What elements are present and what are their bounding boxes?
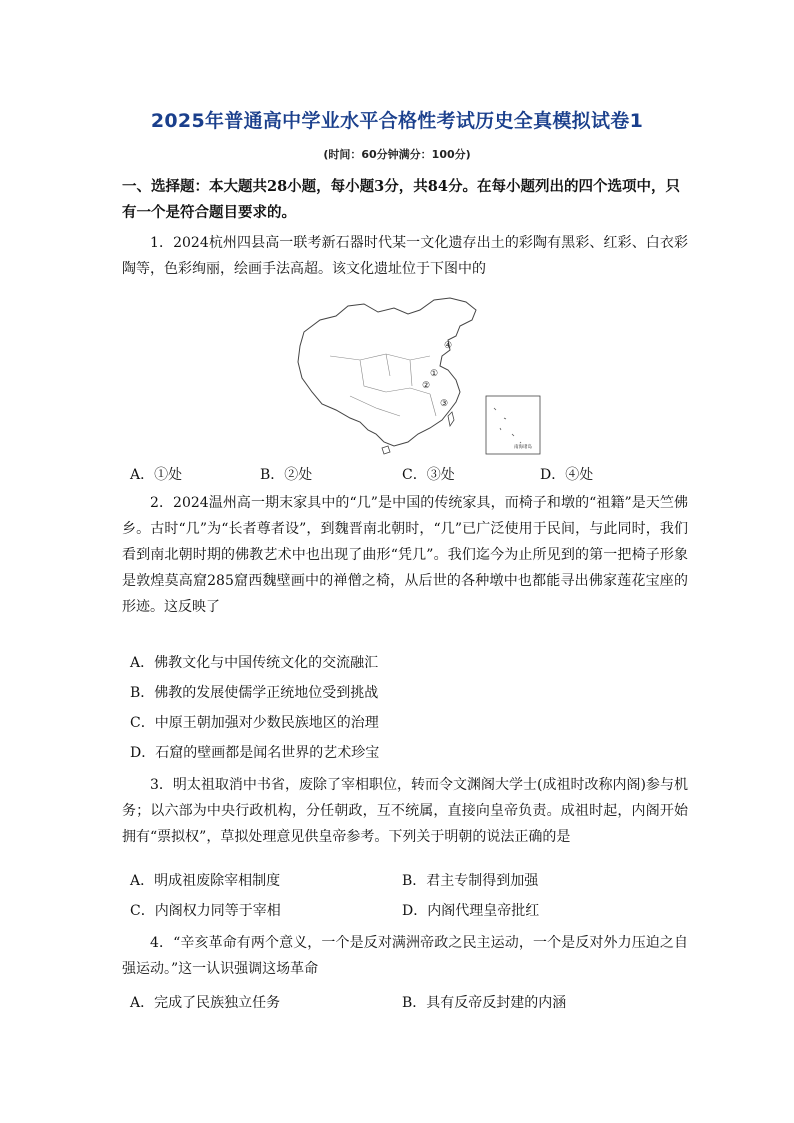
question-2-stem: 2．2024温州高一期末家具中的“几”是中国的传统家具，而椅子和墩的“祖籍”是天竺佛乡。古时“几”为“长者尊者设”，到魏晋南北朝时，“几”已广泛使用于民间，与此同时，我们看到南北朝时期的佛教艺术中也出现了曲形“凭几”。我们迄今为止所见到的第一把椅子形象是敦煌莫高窟285窟西魏壁画中的禅僧之椅，从后世的各种墩中也都能寻出佛家莲花宝座的形迹。这反映了: [122, 495, 688, 615]
q1-option-c: C．③处: [402, 467, 455, 483]
q1-option-b: B．②处: [260, 467, 313, 483]
china-map: [290, 296, 556, 456]
q2-option-c: C．中原王朝加强对少数民族地区的治理: [130, 715, 379, 731]
q3-option-d: D．内阁代理皇帝批红: [402, 903, 540, 919]
map-label-3: ③: [440, 399, 449, 409]
q2-option-d: D．石窟的壁画都是闻名世界的艺术珍宝: [130, 745, 380, 761]
q2-option-a: A．佛教文化与中国传统文化的交流融汇: [130, 655, 379, 671]
map-label-1: ①: [430, 369, 439, 379]
q3-option-c: C．内阁权力同等于宰相: [130, 903, 281, 919]
q3-option-a: A．明成祖废除宰相制度: [130, 873, 281, 889]
hainan-island: [382, 446, 390, 454]
map-label-south-sea: 南海诸岛: [514, 445, 532, 450]
question-1-stem: 1．2024杭州四县高一联考新石器时代某一文化遗存出土的彩陶有黑彩、红彩、白衣彩陶等，色彩绚丽，绘画手法高超。该文化遗址位于下图中的: [122, 235, 688, 277]
section-heading: 一、选择题：本大题共28小题，每小题3分，共84分。在每小题列出的四个选项中，只有一个是符合题目要求的。: [122, 178, 680, 221]
q4-option-a: A．完成了民族独立任务: [130, 995, 281, 1011]
map-label-4: ④: [444, 341, 453, 351]
q3-option-b: B．君主专制得到加强: [402, 873, 539, 889]
exam-title: 2025年普通高中学业水平合格性考试历史全真模拟试卷1: [150, 110, 644, 132]
q1-option-a: A．①处: [130, 467, 183, 483]
question-4-stem: 4．“辛亥革命有两个意义，一个是反对满洲帝政之民主运动，一个是反对外力压迫之自强运动。”这一认识强调这场革命: [122, 935, 688, 977]
province-lines: [330, 354, 439, 416]
exam-time-score: (时间：60分钟满分：100分): [323, 148, 471, 161]
question-3-stem: 3．明太祖取消中书省，废除了宰相职位，转而令文渊阁大学士(成祖时改称内阁)参与机务；以六部为中央行政机构，分任朝政，互不统属，直接向皇帝负责。成祖时起，内阁开始拥有“票拟权”，草拟处理意见供皇帝参考。下列关于明朝的说法正确的是: [122, 777, 688, 845]
south-sea-islands: [494, 408, 521, 443]
q2-option-b: B．佛教的发展使儒学正统地位受到挑战: [130, 685, 379, 701]
q1-option-d: D．④处: [540, 467, 594, 483]
map-label-2: ②: [422, 381, 431, 391]
q4-option-b: B．具有反帝反封建的内涵: [402, 995, 567, 1011]
taiwan-island: [448, 412, 454, 426]
